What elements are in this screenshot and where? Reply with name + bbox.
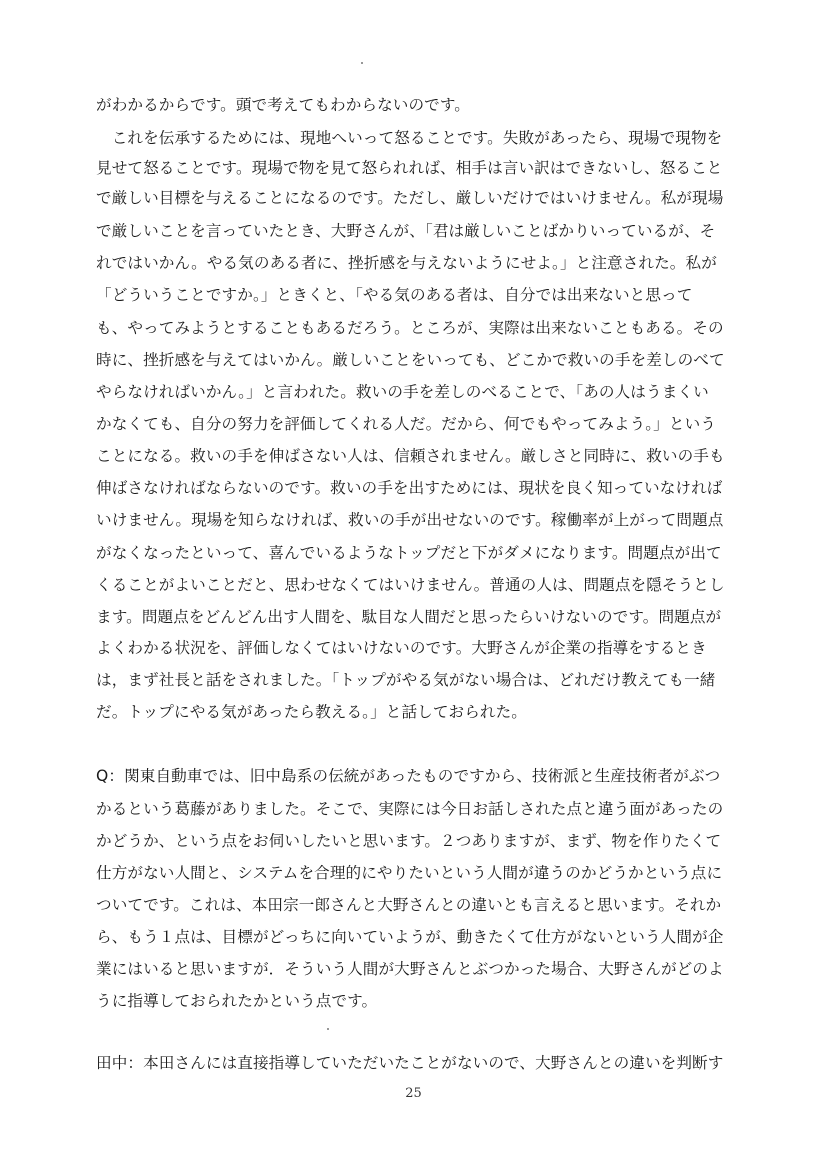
text-line: がわかるからです。頭で考えてもわからないのです。 — [96, 96, 470, 114]
text-line: だ。トップにやる気があったら教える。」と話しておられた。 — [96, 703, 528, 721]
text-line: ついてです。これは、本田宗一郎さんと大野さんとの違いとも言えると思います。それか — [96, 896, 722, 914]
text-line: かどうか、という点をお伺いしたいと思います。２つありますが、まず、物を作りたくて — [96, 832, 722, 850]
text-line: やらなければいかん。」と言われた。救いの手を差しのべることで、「あの人はうまくい — [96, 383, 709, 401]
text-line: これを伝承するためには、現地へいって怒ることです。失敗があったら、現場で現物を — [96, 129, 723, 147]
text-line: 業にはいると思いますが．そういう人間が大野さんとぶつかった場合、大野さんがどのよ — [96, 960, 724, 978]
text-line: で厳しい目標を与えることになるのです。ただし、厳しいだけではいけません。私が現場 — [96, 189, 724, 207]
text-line: よくわかる状況を、評価しなくてはいけないのです。大野さんが企業の指導をするとき — [96, 639, 707, 657]
text-line: も、やってみようとすることもあるだろう。ところが、実際は出来ないこともある。その — [96, 319, 724, 337]
text-line: くることがよいことだと、思わせなくてはいけません。普通の人は、問題点を隠そうとし — [96, 576, 725, 594]
text-line: 伸ばさなければならないのです。救いの手を出すためには、現状を良く知っていなければ — [96, 479, 723, 497]
text-line: がなくなったといって、喜んでいるようなトップだと下がダメになります。問題点が出て — [96, 544, 722, 562]
text-line: で厳しいことを言っていたとき、大野さんが、「君は厳しいことばかりいっているが、そ — [96, 222, 716, 240]
text-line: 時に、挫折感を与えてはいかん。厳しいことをいっても、どこかで救いの手を差しのべて — [96, 351, 725, 369]
scan-speck — [361, 62, 363, 64]
text-line: かるという葛藤がありました。そこで、実際には今日お話しされた点と違う面があったの — [96, 800, 724, 818]
text-line: 見せて怒ることです。現場で物を見て怒られれば、相手は言い訳はできないし、怒ること — [96, 159, 723, 177]
text-line: 田中：本田さんには直接指導していただいたことがないので、大野さんとの違いを判断す — [96, 1054, 724, 1072]
text-line: ます。問題点をどんどん出す人間を、駄目な人間だと思ったらいけないのです。問題点が — [96, 608, 722, 626]
text-line: ことになる。救いの手を伸ばさない人は、信頼されません。厳しさと同時に、救いの手も — [96, 447, 725, 465]
text-line: 仕方がない人間と、システムを合理的にやりたいという人間が違うのかどうかという点に — [96, 864, 723, 882]
scan-speck — [327, 1028, 329, 1030]
text-line: 「どういうことですか。」ときくと、「やる気のある者は、自分では出来ないと思って — [96, 286, 693, 304]
text-line: ら、もう１点は、目標がどっちに向いていようが、動きたくて仕方がないという人間が企 — [96, 928, 724, 946]
page-number: 25 — [405, 1086, 422, 1101]
text-line: れではいかん。やる気のある者に、挫折感を与えないようにせよ。」と注意された。私が — [96, 254, 717, 272]
text-line: いけません。現場を知らなければ、救いの手が出せないのです。稼働率が上がって問題点 — [96, 511, 724, 529]
text-line: Q：関東自動車では、旧中島系の伝統があったものですから、技術派と生産技術者がぶつ — [96, 767, 721, 785]
text-line: うに指導しておられたかという点です。 — [96, 992, 378, 1010]
text-line: は，まず社長と話をされました。「トップがやる気がない場合は、どれだけ教えても一緒 — [96, 671, 716, 689]
text-line: かなくても、自分の努力を評価してくれる人だ。だから、何でもやってみよう。」という — [96, 415, 716, 433]
